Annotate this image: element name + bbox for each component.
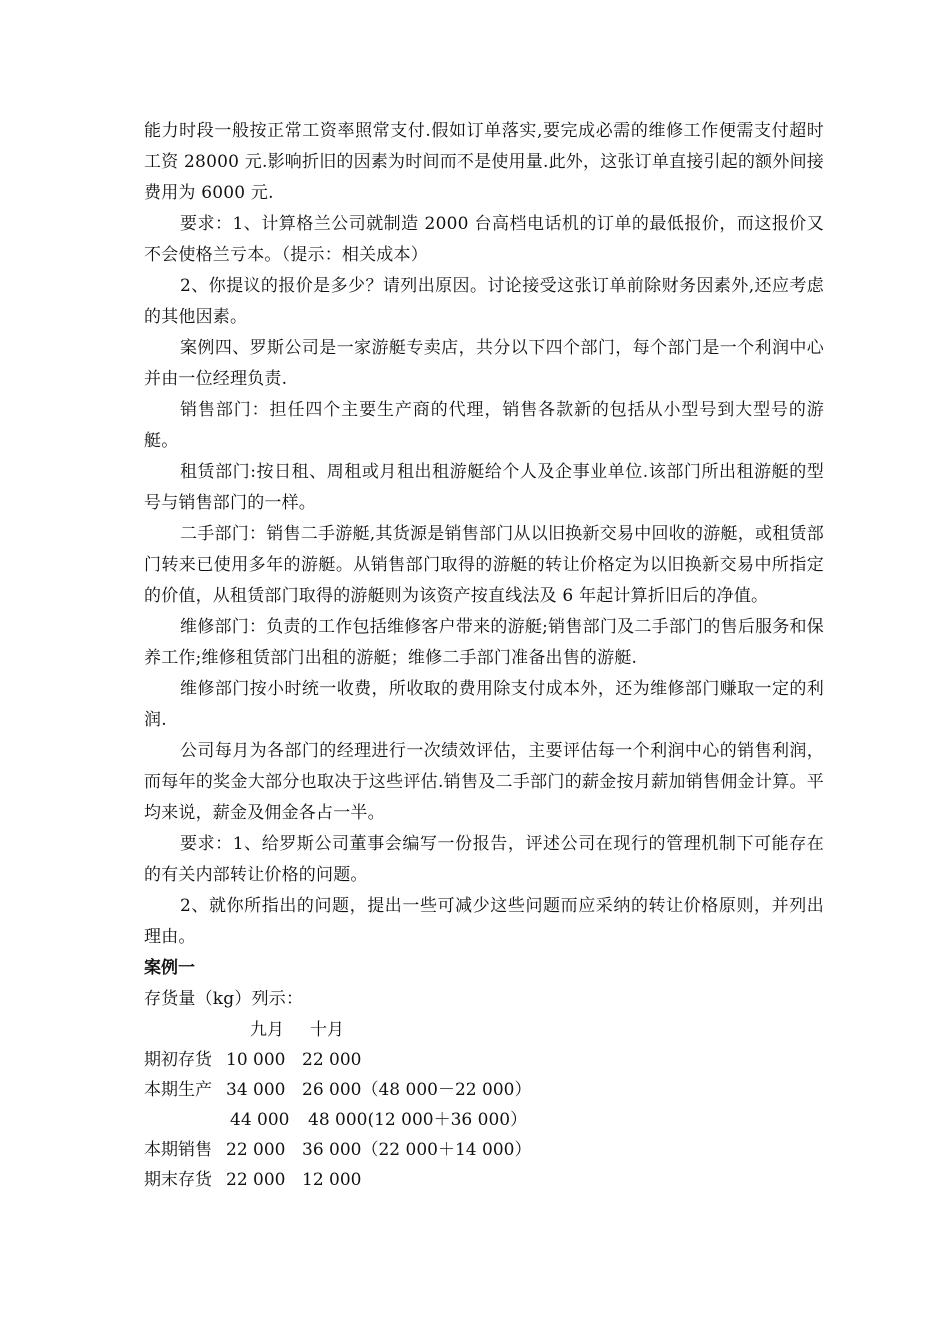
paragraph: 维修部门：负责的工作包括维修客户带来的游艇;销售部门及二手部门的售后服务和保养工作;维修租赁部门出租的游艇；维修二手部门准备出售的游艇. xyxy=(144,617,824,668)
inventory-table xyxy=(144,1015,824,1195)
case-heading: 案例一 xyxy=(144,958,195,978)
september-value: 22 000 xyxy=(226,1170,286,1190)
table-row xyxy=(144,1075,824,1105)
inventory-intro: 存货量（kg）列示： xyxy=(144,989,304,1009)
october-value: 22 000 xyxy=(302,1050,362,1070)
paragraph: 要求：1、计算格兰公司就制造 2000 台高档电话机的订单的最低报价，而这报价又不会使格兰亏本。（提示：相关成本） xyxy=(144,214,824,265)
row-label: 本期生产 xyxy=(144,1080,212,1100)
column-header-october: 十月 xyxy=(310,1020,344,1040)
column-header-september: 九月 xyxy=(250,1020,284,1040)
table-row xyxy=(144,1135,824,1165)
document-body xyxy=(144,116,824,1195)
october-value: 12 000 xyxy=(302,1170,362,1190)
september-value: 10 000 xyxy=(226,1050,286,1070)
paragraph: 要求：1、给罗斯公司董事会编写一份报告，评述公司在现行的管理机制下可能存在的有关内部转让价格的问题。 xyxy=(144,834,824,885)
paragraph: 2、就你所指出的问题，提出一些可减少这些问题而应采纳的转让价格原则，并列出理由。 xyxy=(144,896,824,947)
october-value: 48 000(12 000＋36 000） xyxy=(308,1110,528,1130)
paragraph: 租赁部门:按日租、周租或月租出租游艇给个人及企事业单位.该部门所出租游艇的型号与销售部门的一样。 xyxy=(144,462,824,513)
paragraph: 销售部门：担任四个主要生产商的代理，销售各款新的包括从小型号到大型号的游艇。 xyxy=(144,400,824,451)
september-value: 22 000 xyxy=(226,1140,286,1160)
row-label: 期末存货 xyxy=(144,1170,212,1190)
row-label: 本期销售 xyxy=(144,1140,212,1160)
paragraph: 案例四、罗斯公司是一家游艇专卖店，共分以下四个部门，每个部门是一个利润中心并由一位经理负责. xyxy=(144,338,824,389)
table-row xyxy=(144,1165,824,1195)
paragraph: 维修部门按小时统一收费，所收取的费用除支付成本外，还为维修部门赚取一定的利润. xyxy=(144,679,824,730)
inventory-header-row xyxy=(144,1015,824,1045)
table-row xyxy=(144,1045,824,1075)
paragraph: 2、你提议的报价是多少？请列出原因。讨论接受这张订单前除财务因素外,还应考虑的其他因素。 xyxy=(144,276,824,327)
paragraph: 公司每月为各部门的经理进行一次绩效评估，主要评估每一个利润中心的销售利润，而每年的奖金大部分也取决于这些评估.销售及二手部门的薪金按月薪加销售佣金计算。平均来说，薪金及佣金各占一半。 xyxy=(144,741,824,823)
september-value: 34 000 xyxy=(226,1080,286,1100)
row-label: 期初存货 xyxy=(144,1050,212,1070)
paragraph: 能力时段一般按正常工资率照常支付.假如订单落实,要完成必需的维修工作便需支付超时工资 28000 元.影响折旧的因素为时间而不是使用量.此外，这张订单直接引起的额外间接费用为 6000 元. xyxy=(144,121,824,203)
table-row xyxy=(144,1105,824,1135)
september-value: 44 000 xyxy=(230,1110,290,1130)
paragraph: 二手部门：销售二手游艇,其货源是销售部门从以旧换新交易中回收的游艇，或租赁部门转来已使用多年的游艇。从销售部门取得的游艇的转让价格定为以旧换新交易中所指定的价值，从租赁部门取得的游艇则为该资产按直线法及 6 年起计算折旧后的净值。 xyxy=(144,524,824,606)
october-value: 36 000（22 000＋14 000） xyxy=(302,1140,532,1160)
october-value: 26 000（48 000－22 000） xyxy=(302,1080,532,1100)
